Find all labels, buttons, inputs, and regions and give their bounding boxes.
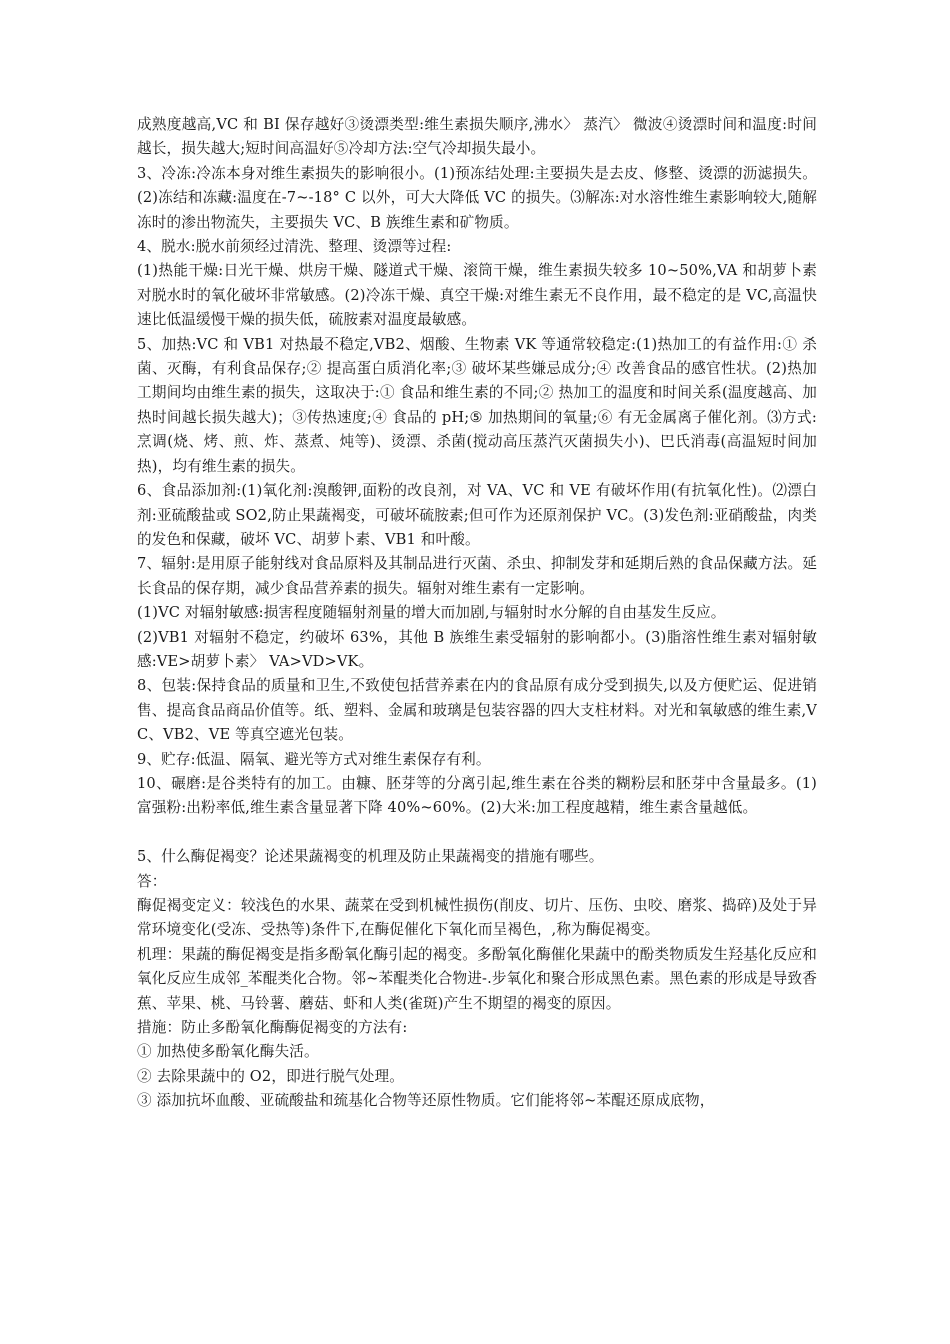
- paragraph-packaging: 8、包装:保持食品的质量和卫生,不致使包括营养素在内的食品原有成分受到损失,以及方便贮运、促进销售、提高食品商品价值等。纸、塑料、金属和玻璃是包装容器的四大支柱材料。对光和氧敏感的维生素,VC、VB2、VE 等真空遮光包装。: [137, 677, 817, 744]
- paragraph-freezing: 3、冷冻:冷冻本身对维生素损失的影响很小。(1)预冻结处理:主要损失是去皮、修整、烫漂的沥滤损失。(2)冻结和冻藏:温度在-7~-18° C 以外，可大大降低 VC 的损失。⑶解冻:对水溶性维生素影响较大,随解冻时的渗出物流失，主要损失 VC、B 族维生素和矿物质。: [137, 164, 817, 231]
- answer-measure-3: ③ 添加抗坏血酸、亚硫酸盐和巯基化合物等还原性物质。它们能将邻~苯醌还原成底物，: [137, 1092, 715, 1110]
- paragraph-additives: 6、食品添加剂:(1)氧化剂:溴酸钾,面粉的改良剂，对 VA、VC 和 VE 有破坏作用(有抗氧化性)。⑵漂白剂:亚硫酸盐或 SO2,防止果蔬褐变，可破坏硫胺素;但可作为还原剂保护 VC。(3)发色剂:亚硝酸盐，肉类的发色和保藏，破坏 VC、胡萝卜素、VB1 和叶酸。: [137, 482, 817, 548]
- paragraph-radiation-vc: (1)VC 对辐射敏感:损害程度随辐射剂量的增大而加剧,与辐射时水分解的自由基发生反应。: [137, 604, 726, 622]
- answer-measures-intro: 措施：防止多酚氧化酶酶促褐变的方法有:: [137, 1019, 408, 1037]
- answer-label: 答：: [137, 872, 167, 890]
- paragraph-dehydration: 4、脱水:脱水前须经过清洗、整理、烫漂等过程:: [137, 238, 452, 256]
- answer-measure-2: ② 去除果蔬中的 O2，即进行脱气处理。: [137, 1067, 405, 1085]
- document-body: [137, 113, 817, 1114]
- question-heading: 5、什么酶促褐变？论述果蔬褐变的机理及防止果蔬褐变的措施有哪些。: [137, 848, 604, 866]
- answer-measure-1: ① 加热使多酚氧化酶失活。: [137, 1043, 319, 1061]
- paragraph-radiation-vb1: (2)VB1 对辐射不稳定，约破坏 63%，其他 B 族维生素受辐射的影响都小。(3)脂溶性维生素对辐射敏感:VE>胡萝卜素〉 VA>VD>VK。: [137, 628, 817, 670]
- paragraph-radiation: 7、辐射:是用原子能射线对食品原料及其制品进行灭菌、杀虫、抑制发芽和延期后熟的食品保藏方法。延长食品的保存期，减少食品营养素的损失。辐射对维生素有一定影响。: [137, 555, 817, 597]
- paragraph-heating: 5、加热:VC 和 VB1 对热最不稳定,VB2、烟酸、生物素 VK 等通常较稳定:(1)热加工的有益作用:① 杀菌、灭酶，有利食品保存;② 提高蛋白质消化率;③ 破坏某些嫌忌成分;④ 改善食品的感官性状。(2)热加工期间均由维生素的损失，这取决于:① 食品和维生素的不同;② 热加工的温度和时间关系(温度越高、加热时间越长损失越大)；③传热速度;④ 食品的 pH;⑤ 加热期间的氧量;⑥ 有无金属离子催化剂。⑶方式:烹调(烧、烤、煎、炸、蒸煮、炖等)、烫漂、杀菌(搅动高压蒸汽灭菌损失小)、巴氏消毒(高温短时间加热)，均有维生素的损失。: [137, 335, 817, 475]
- answer-definition: 酶促褐变定义：较浅色的水果、蔬菜在受到机械性损伤(削皮、切片、压伤、虫咬、磨浆、捣碎)及处于异常环境变化(受冻、受热等)条件下,在酶促催化下氧化而呈褐色，,称为酶促褐变。: [137, 896, 817, 939]
- paragraph-1: 成熟度越高,VC 和 BI 保存越好③烫漂类型:维生素损失顺序,沸水〉 蒸汽〉 微波④烫漂时间和温度:时间越长，损失越大;短时间高温好⑤冷却方法:空气冷却损失最小。: [137, 116, 817, 158]
- answer-mechanism: 机理：果蔬的酶促褐变是指多酚氧化酶引起的褐变。多酚氧化酶催化果蔬中的酚类物质发生羟基化反应和氧化反应生成邻_苯醌类化合物。邻~苯醌类化合物进-.步氧化和聚合形成黑色素。黑色素的形成是导致香蕉、苹果、桃、马铃薯、蘑菇、虾和人类(雀斑)产生不期望的褐变的原因。: [137, 945, 817, 1012]
- paragraph-milling: 10、碾磨:是谷类特有的加工。由糠、胚芽等的分离引起,维生素在谷类的糊粉层和胚芽中含量最多。(1)富强粉:出粉率低,维生素含量显著下降 40%~60%。(2)大米:加工程度越精，维生素含量越低。: [137, 774, 817, 817]
- paragraph-storage: 9、贮存:低温、隔氧、避光等方式对维生素保存有利。: [137, 750, 491, 768]
- blank-line: [137, 821, 817, 845]
- paragraph-drying-methods: (1)热能干燥:日光干燥、烘房干燥、隧道式干燥、滚筒干燥，维生素损失较多 10~50%,VA 和胡萝卜素对脱水时的氧化破坏非常敏感。(2)冷冻干燥、真空干燥:对维生素无不良作用，最不稳定的是 VC,高温快速比低温缓慢干燥的损失低，硫胺素对温度最敏感。: [137, 262, 817, 329]
